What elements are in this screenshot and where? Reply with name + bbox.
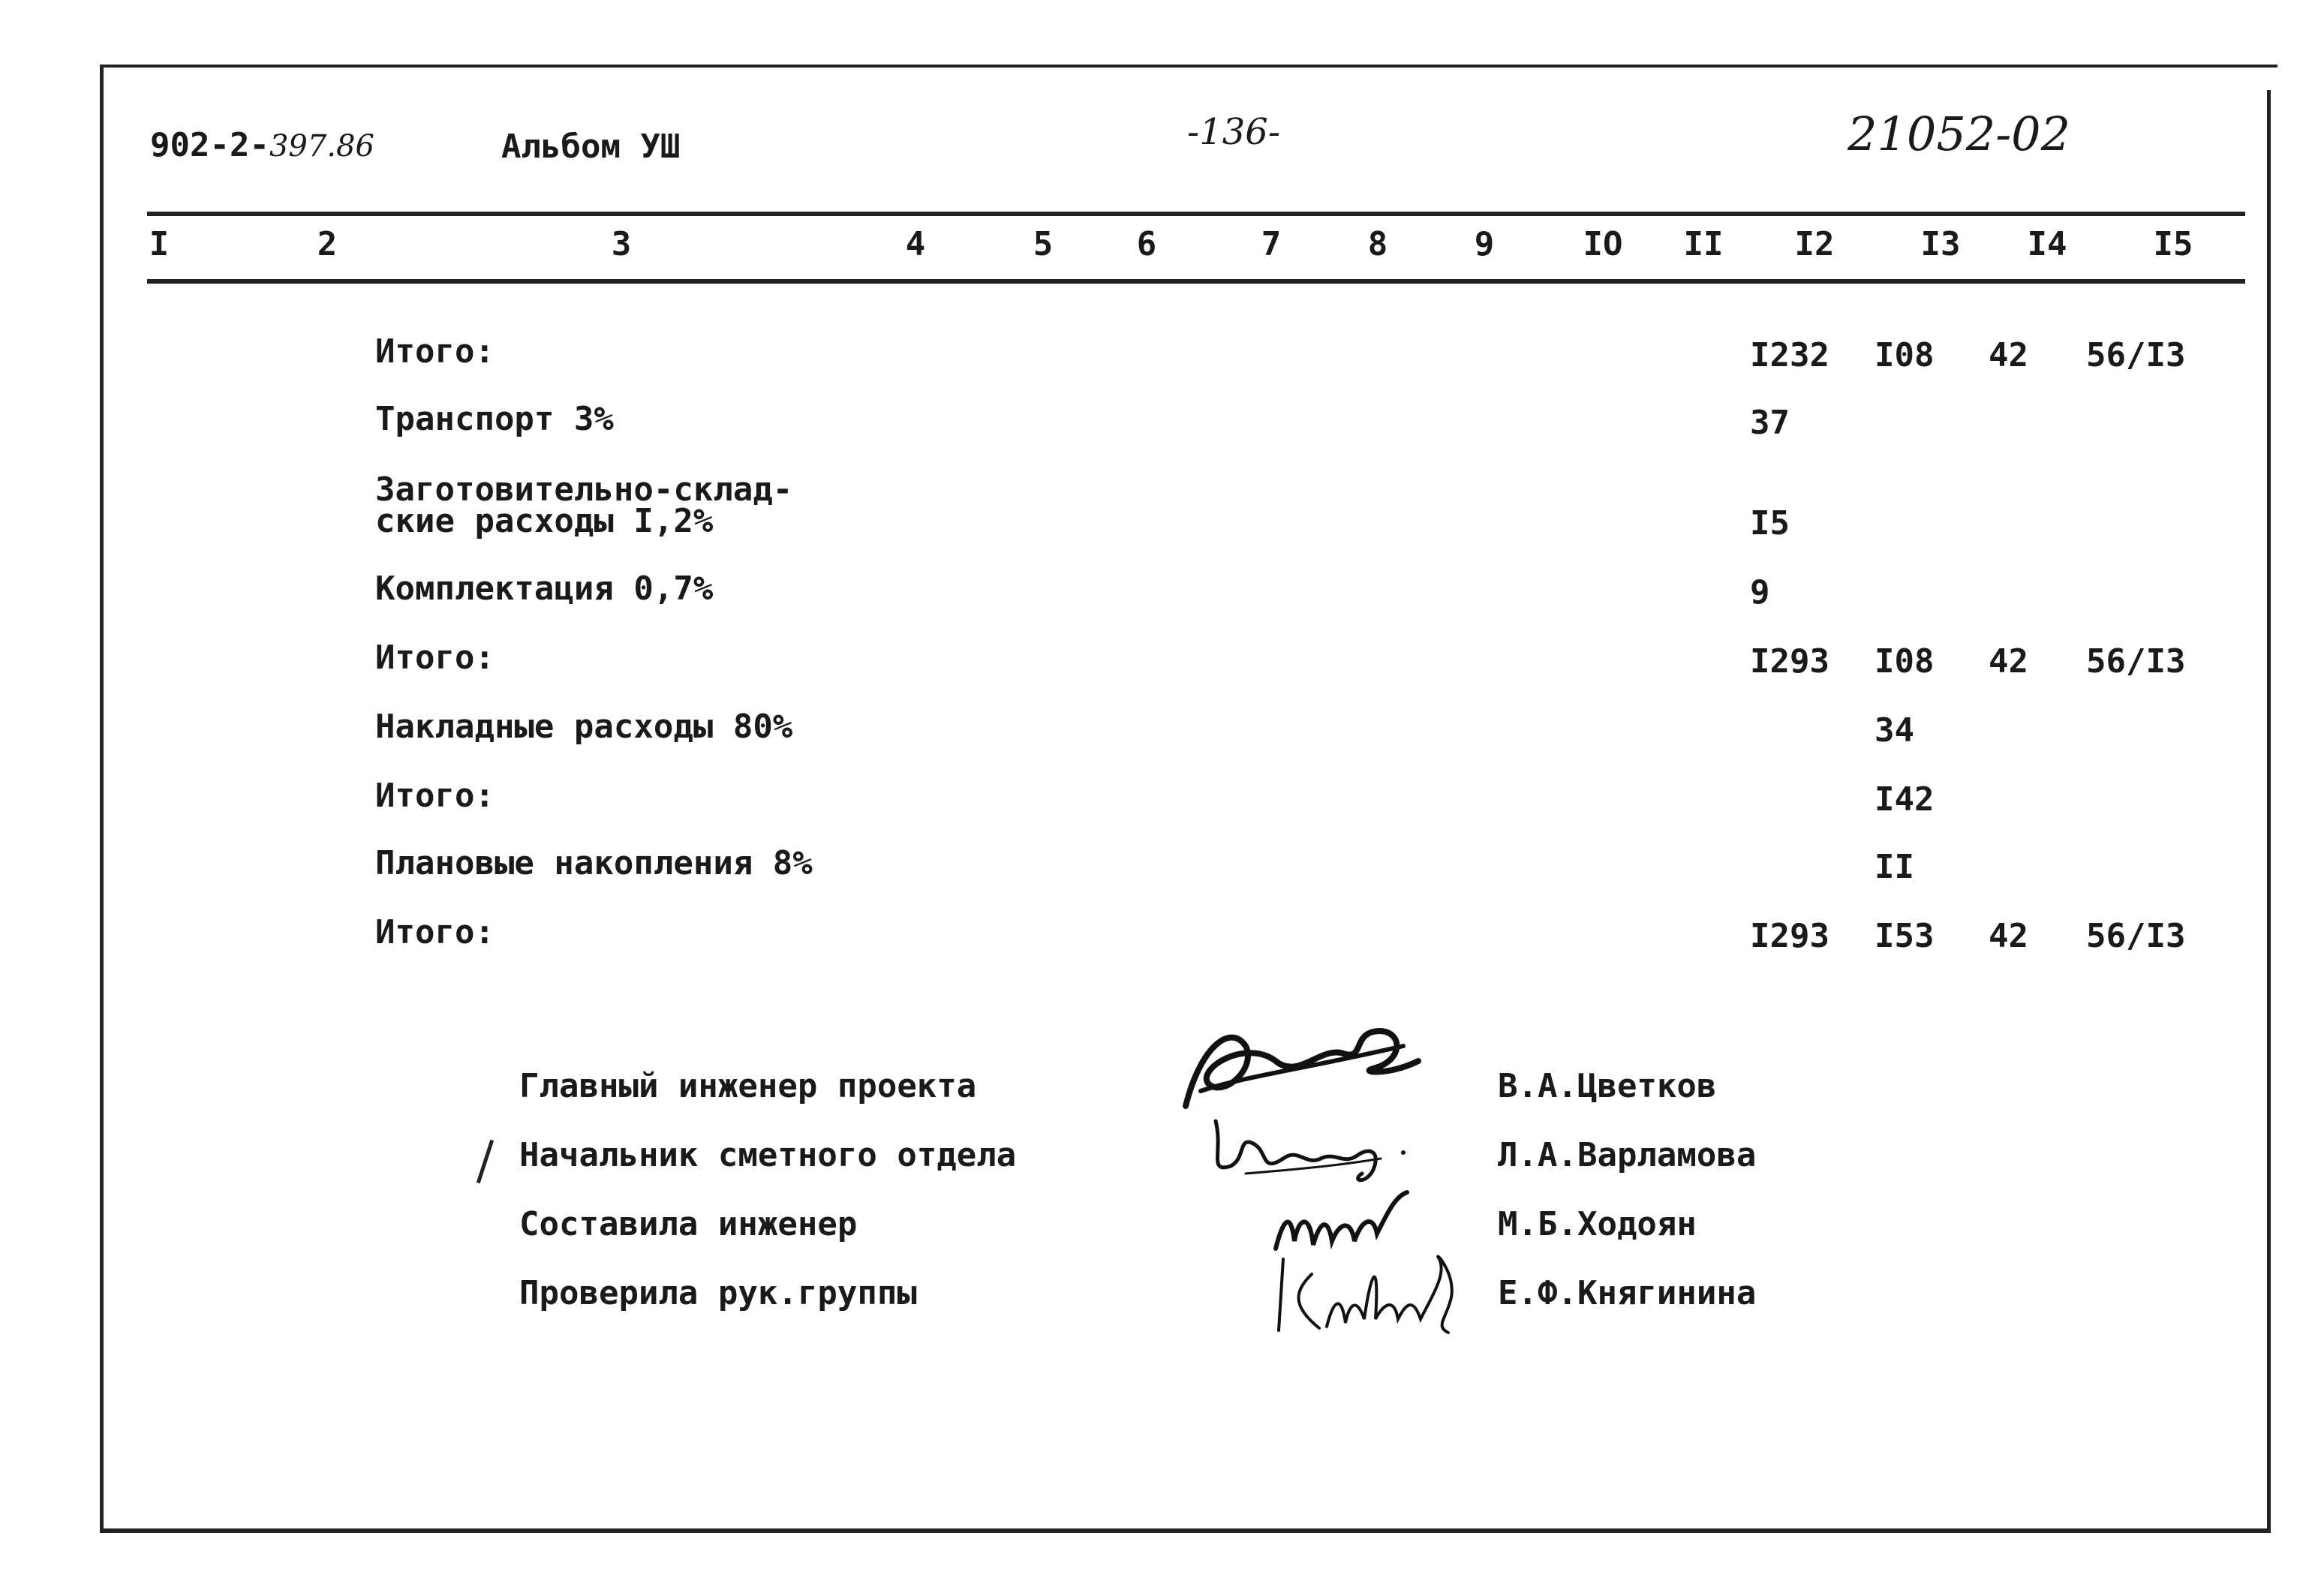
signatory-role: Составила инженер bbox=[519, 1205, 858, 1243]
cell-col-13: I53 bbox=[1875, 917, 1935, 955]
signatory-name: Л.А.Варламова bbox=[1498, 1136, 1757, 1174]
row-label: Заготовительно-склад- ские расходы I,2% bbox=[375, 470, 793, 540]
column-number: 5 bbox=[1033, 225, 1054, 263]
signatory-role: Начальник сметного отдела bbox=[519, 1136, 1017, 1174]
cell-col-12: 37 bbox=[1750, 404, 1790, 442]
cell-col-12: 9 bbox=[1750, 573, 1770, 612]
album-label: Альбом УШ bbox=[501, 128, 681, 166]
row-label: Итого: bbox=[375, 332, 495, 371]
signature-row bbox=[0, 1067, 2306, 1127]
sheet-code: 21052-02 bbox=[1848, 107, 2071, 161]
signatory-role: Главный инженер проекта bbox=[519, 1067, 977, 1105]
table-row bbox=[0, 639, 2306, 695]
signature-scribble bbox=[1201, 1106, 1426, 1196]
column-header-top-rule bbox=[147, 212, 2245, 216]
row-label: Комплектация 0,7% bbox=[375, 570, 714, 608]
table-row bbox=[0, 777, 2306, 833]
signatory-name: М.Б.Ходоян bbox=[1498, 1205, 1697, 1243]
column-number: I3 bbox=[1920, 225, 1961, 263]
table-row bbox=[0, 708, 2306, 764]
cell-col-13: I42 bbox=[1875, 780, 1935, 819]
table-row bbox=[0, 844, 2306, 900]
doc-code-prefix: 902-2- bbox=[150, 126, 269, 164]
signature-scribble bbox=[1274, 1244, 1477, 1342]
cell-col-12: I5 bbox=[1750, 504, 1790, 543]
column-number: II bbox=[1683, 225, 1724, 263]
row-label: Итого: bbox=[375, 777, 495, 815]
table-row bbox=[0, 570, 2306, 626]
column-number: I2 bbox=[1794, 225, 1835, 263]
doc-code bbox=[150, 126, 374, 164]
cell-col-12: I293 bbox=[1750, 642, 1829, 681]
cell-col-12: I232 bbox=[1750, 336, 1829, 374]
signatory-name: Е.Ф.Княгинина bbox=[1498, 1274, 1757, 1312]
cell-col-13: I08 bbox=[1875, 642, 1935, 681]
column-number: IO bbox=[1583, 225, 1623, 263]
cell-col-13: 34 bbox=[1875, 711, 1914, 750]
doc-code-handwritten: 397.86 bbox=[269, 129, 374, 164]
column-number: 7 bbox=[1261, 225, 1282, 263]
signature-row bbox=[0, 1205, 2306, 1265]
signatory-role: Проверила рук.группы bbox=[519, 1274, 917, 1312]
row-label: Итого: bbox=[375, 913, 495, 951]
cell-col-14: 42 bbox=[1989, 642, 2028, 681]
column-header-bottom-rule bbox=[147, 279, 2245, 284]
column-number: I5 bbox=[2153, 225, 2193, 263]
table-row bbox=[0, 913, 2306, 969]
signature-row bbox=[0, 1274, 2306, 1334]
cell-col-14: 42 bbox=[1989, 917, 2028, 955]
row-label: Транспорт 3% bbox=[375, 400, 614, 438]
cell-col-15: 56/I3 bbox=[2086, 336, 2186, 374]
column-number: 8 bbox=[1367, 225, 1388, 263]
row-label: Итого: bbox=[375, 639, 495, 677]
page-number: -136- bbox=[1187, 111, 1281, 153]
frame-top-border bbox=[101, 65, 2277, 68]
column-number: I4 bbox=[2027, 225, 2067, 263]
cell-col-13: II bbox=[1875, 848, 1914, 886]
column-number: 4 bbox=[905, 225, 926, 263]
cell-col-13: I08 bbox=[1875, 336, 1935, 374]
signatory-name: В.А.Цветков bbox=[1498, 1067, 1717, 1105]
frame-bottom-border bbox=[100, 1528, 2271, 1533]
column-number: 3 bbox=[611, 225, 632, 263]
table-row bbox=[0, 400, 2306, 456]
column-number: 9 bbox=[1474, 225, 1495, 263]
row-label: Плановые накопления 8% bbox=[375, 844, 813, 882]
column-number: I bbox=[149, 225, 170, 263]
column-number: 6 bbox=[1136, 225, 1157, 263]
cell-col-14: 42 bbox=[1989, 336, 2028, 374]
table-row bbox=[0, 470, 2306, 543]
cell-col-15: 56/I3 bbox=[2086, 642, 2186, 681]
cell-col-15: 56/I3 bbox=[2086, 917, 2186, 955]
table-row bbox=[0, 332, 2306, 389]
row-label: Накладные расходы 80% bbox=[375, 708, 793, 746]
column-number: 2 bbox=[317, 225, 338, 263]
cell-col-12: I293 bbox=[1750, 917, 1829, 955]
signature-row bbox=[0, 1136, 2306, 1196]
